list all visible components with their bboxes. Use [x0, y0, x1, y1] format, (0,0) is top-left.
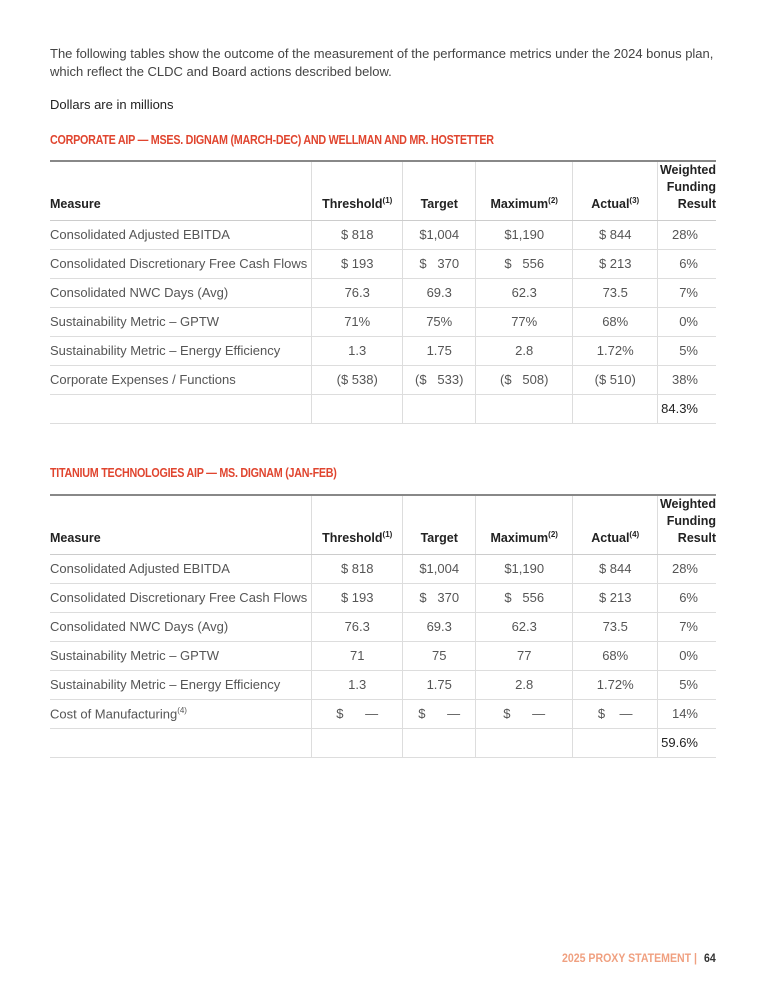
table-cell: [50, 642, 312, 671]
column-header: [476, 495, 573, 555]
cell-value: 69.3: [426, 619, 452, 634]
section-title-titanium: TITANIUM TECHNOLOGIES AIP — MS. DIGNAM (JAN-FEB): [50, 466, 337, 480]
table-row: [50, 221, 716, 250]
total-value: 59.6%: [658, 729, 716, 758]
table-cell: [312, 279, 403, 308]
cell-value: Corporate Expenses / Functions: [50, 372, 236, 387]
cell-value: Consolidated Discretionary Free Cash Flows: [50, 256, 308, 271]
cell-value: 1.72%: [596, 343, 634, 358]
cell-value: Sustainability Metric – GPTW: [50, 314, 220, 329]
table-cell: [658, 221, 716, 250]
cell-value: 71: [349, 648, 365, 663]
table-cell: [50, 366, 312, 395]
footer-label: 2025 PROXY STATEMENT |: [562, 951, 698, 965]
header-label: Actual: [591, 197, 630, 211]
table-row: [50, 671, 716, 700]
table-cell: [312, 308, 403, 337]
cell-value: ($ 538): [336, 372, 378, 387]
column-header: [312, 161, 403, 221]
table-cell: [312, 366, 403, 395]
cell-value: 1.3: [348, 343, 367, 358]
column-header: [312, 495, 403, 555]
cell-value: 75: [431, 648, 447, 663]
table-cell: [312, 671, 403, 700]
cell-value: $ 818: [340, 227, 374, 242]
table-cell: [476, 308, 573, 337]
cell-value: $ 844: [598, 561, 632, 576]
table-cell: [573, 366, 658, 395]
cell-value: $ 556: [504, 256, 545, 271]
table-row: [50, 584, 716, 613]
table-cell: [573, 308, 658, 337]
table-cell: [573, 337, 658, 366]
cell-value: 69.3: [426, 285, 452, 300]
table-cell: [312, 337, 403, 366]
table-cell: [50, 555, 312, 584]
cell-value: 14%: [671, 706, 698, 721]
cell-value: 1.3: [348, 677, 367, 692]
header-row: [50, 161, 716, 221]
table-cell: [403, 671, 476, 700]
table-row: [50, 279, 716, 308]
cell-value: Consolidated Adjusted EBITDA: [50, 561, 230, 576]
cell-value: ($ 533): [415, 372, 464, 387]
header-label: Threshold: [322, 531, 383, 545]
total-value: 84.3%: [658, 395, 716, 424]
total-row: [50, 395, 716, 424]
table-cell: [312, 584, 403, 613]
cell-value: ($ 510): [594, 372, 636, 387]
cell-value: 6%: [679, 590, 698, 605]
cell-value: $ —: [418, 706, 461, 721]
cell-value: $ 370: [419, 590, 460, 605]
cell-value: $ 213: [598, 256, 632, 271]
header-label: Measure: [50, 197, 101, 211]
cell-value: $ 193: [340, 590, 374, 605]
footnote-ref: (3): [629, 195, 640, 205]
cell-value: 62.3: [511, 619, 537, 634]
page-footer: [562, 951, 716, 965]
column-header: [476, 161, 573, 221]
cell-value: 73.5: [602, 285, 628, 300]
cell-value: Sustainability Metric – Energy Efficiency: [50, 677, 281, 692]
cell-value: Cost of Manufacturing: [50, 706, 178, 721]
table-cell: [658, 642, 716, 671]
cell-value: 62.3: [511, 285, 537, 300]
header-label: Weighted Funding Result: [659, 163, 716, 211]
cell-value: 71%: [344, 314, 371, 329]
footnote-ref: (4): [629, 529, 640, 539]
table-cell: [403, 613, 476, 642]
header-row: [50, 495, 716, 555]
table-cell: [50, 613, 312, 642]
table-row: [50, 642, 716, 671]
table-cell: [476, 555, 573, 584]
cell-value: $ —: [503, 706, 546, 721]
total-row: [50, 729, 716, 758]
cell-value: 76.3: [344, 285, 370, 300]
cell-value: 68%: [602, 648, 629, 663]
table-cell: [403, 250, 476, 279]
table-cell: [403, 642, 476, 671]
column-header: [50, 495, 312, 555]
table-cell: [573, 221, 658, 250]
table-cell: [573, 584, 658, 613]
column-header: [403, 495, 476, 555]
cell-value: 5%: [679, 343, 698, 358]
table-cell: [50, 279, 312, 308]
table-titanium-aip: [50, 494, 716, 758]
table-cell: [476, 337, 573, 366]
table-cell: [476, 221, 573, 250]
column-header: [573, 161, 658, 221]
cell-value: 28%: [671, 227, 698, 242]
table-cell: [476, 250, 573, 279]
footnote-ref: (4): [177, 705, 187, 715]
cell-value: $ —: [336, 706, 379, 721]
table-cell: [476, 700, 573, 729]
table-cell: [658, 555, 716, 584]
cell-value: ($ 508): [500, 372, 549, 387]
table-cell: [403, 700, 476, 729]
cell-value: 2.8: [515, 677, 534, 692]
cell-value: 73.5: [602, 619, 628, 634]
cell-value: $ 556: [504, 590, 545, 605]
cell-value: 68%: [602, 314, 629, 329]
table-cell: [658, 613, 716, 642]
table-cell: [573, 279, 658, 308]
header-label: Weighted Funding Result: [659, 497, 716, 545]
table-cell: [476, 642, 573, 671]
table-cell: [312, 221, 403, 250]
table-cell: [573, 613, 658, 642]
table-row: [50, 700, 716, 729]
units-note: Dollars are in millions: [50, 97, 174, 112]
cell-value: $1,004: [419, 227, 460, 242]
table-cell: [403, 366, 476, 395]
table-cell: [312, 642, 403, 671]
cell-value: Consolidated NWC Days (Avg): [50, 619, 229, 634]
cell-value: Consolidated Adjusted EBITDA: [50, 227, 230, 242]
header-label: Maximum: [490, 197, 549, 211]
table-cell: [476, 366, 573, 395]
table-cell: [573, 700, 658, 729]
table-cell: [403, 555, 476, 584]
table-row: [50, 250, 716, 279]
table-cell: [573, 642, 658, 671]
table-row: [50, 337, 716, 366]
table-cell: [658, 308, 716, 337]
cell-value: 5%: [679, 677, 698, 692]
cell-value: 1.75: [426, 677, 452, 692]
cell-value: $ 844: [598, 227, 632, 242]
table-row: [50, 366, 716, 395]
cell-value: 75%: [426, 314, 453, 329]
footnote-ref: (2): [548, 195, 558, 205]
cell-value: $1,190: [504, 561, 545, 576]
cell-value: 7%: [679, 285, 698, 300]
cell-value: $1,004: [419, 561, 460, 576]
column-header: [658, 161, 716, 221]
table-cell: [658, 250, 716, 279]
table-cell: [658, 366, 716, 395]
cell-value: Sustainability Metric – GPTW: [50, 648, 220, 663]
table-cell: [403, 337, 476, 366]
cell-value: 1.72%: [596, 677, 634, 692]
footnote-ref: (2): [548, 529, 558, 539]
table-cell: [50, 337, 312, 366]
table-cell: [658, 279, 716, 308]
table-cell: [403, 279, 476, 308]
header-label: Maximum: [490, 531, 549, 545]
cell-value: 0%: [679, 314, 698, 329]
table-cell: [573, 250, 658, 279]
table-cell: [573, 671, 658, 700]
header-label: Target: [420, 531, 458, 545]
cell-value: 77: [516, 648, 532, 663]
table-cell: [50, 250, 312, 279]
table-cell: [476, 279, 573, 308]
table-cell: [476, 584, 573, 613]
table-cell: [658, 671, 716, 700]
cell-value: Sustainability Metric – Energy Efficiency: [50, 343, 281, 358]
cell-value: $ 818: [340, 561, 374, 576]
cell-value: $1,190: [504, 227, 545, 242]
column-header: [573, 495, 658, 555]
table-cell: [658, 337, 716, 366]
cell-value: 76.3: [344, 619, 370, 634]
column-header: [403, 161, 476, 221]
table-row: [50, 613, 716, 642]
cell-value: $ 193: [340, 256, 374, 271]
table-cell: [50, 308, 312, 337]
footnote-ref: (1): [382, 195, 393, 205]
table-cell: [573, 555, 658, 584]
table-cell: [312, 700, 403, 729]
footnote-ref: (1): [382, 529, 393, 539]
table-row: [50, 555, 716, 584]
cell-value: 0%: [679, 648, 698, 663]
table-cell: [50, 584, 312, 613]
cell-value: Consolidated NWC Days (Avg): [50, 285, 229, 300]
column-header: [50, 161, 312, 221]
header-label: Target: [420, 197, 458, 211]
cell-value: $ 213: [598, 590, 632, 605]
table-cell: [658, 700, 716, 729]
cell-value: 1.75: [426, 343, 452, 358]
table-cell: [312, 250, 403, 279]
cell-value: Consolidated Discretionary Free Cash Flows: [50, 590, 308, 605]
column-header: [658, 495, 716, 555]
header-label: Threshold: [322, 197, 383, 211]
cell-value: 6%: [679, 256, 698, 271]
intro-paragraph: The following tables show the outcome of the measurement of the performance metrics under the 2024 bonus plan, which reflect the CLDC and Board actions described below.: [50, 46, 714, 79]
header-label: Measure: [50, 531, 101, 545]
table-cell: [403, 584, 476, 613]
table-cell: [403, 221, 476, 250]
table-cell: [476, 613, 573, 642]
page-number: 64: [704, 951, 716, 965]
table-cell: [50, 700, 312, 729]
cell-value: 38%: [671, 372, 698, 387]
table-cell: [403, 308, 476, 337]
cell-value: 28%: [671, 561, 698, 576]
table-cell: [658, 584, 716, 613]
table-cell: [312, 555, 403, 584]
cell-value: 2.8: [515, 343, 534, 358]
table-cell: [312, 613, 403, 642]
table-cell: [50, 221, 312, 250]
cell-value: $ 370: [419, 256, 460, 271]
table-corporate-aip: [50, 160, 716, 424]
cell-value: $ —: [597, 706, 633, 721]
cell-value: 7%: [679, 619, 698, 634]
table-row: [50, 308, 716, 337]
table-cell: [50, 671, 312, 700]
header-label: Actual: [591, 531, 630, 545]
section-title-corporate: CORPORATE AIP — MSES. DIGNAM (MARCH-DEC) AND WELLMAN AND MR. HOSTETTER: [50, 133, 494, 147]
cell-value: 77%: [511, 314, 538, 329]
table-cell: [476, 671, 573, 700]
